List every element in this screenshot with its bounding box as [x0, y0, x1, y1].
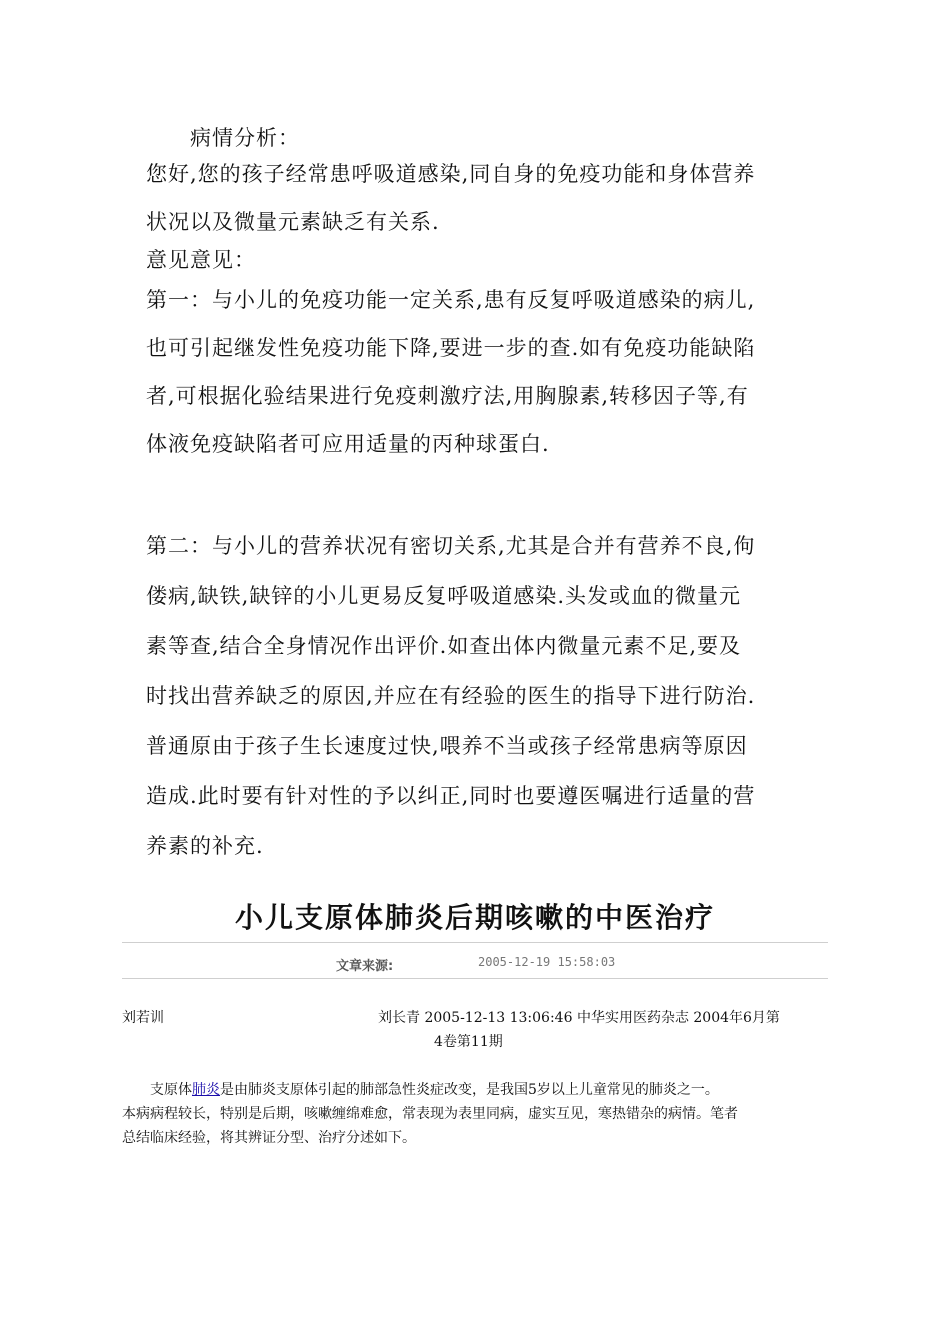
meta-line: 4卷第11期 [434, 1034, 503, 1050]
intro-line [122, 1078, 828, 1102]
article-intro [122, 1078, 828, 1150]
divider [122, 978, 828, 979]
article-author: 刘若训 [122, 1010, 164, 1026]
meta-line: 刘长青 2005-12-13 13:06:46 中华实用医药杂志 2004年6月第 [378, 1010, 780, 1026]
intro-prefix: 支原体 [150, 1082, 192, 1098]
article-meta [378, 1006, 828, 1054]
source-timestamp: 2005-12-19 15:58:03 [478, 955, 616, 969]
body-line: 养素的补充. [146, 834, 264, 858]
heading-advice: 意见意见： [146, 248, 256, 272]
intro-rest: 是由肺炎支原体引起的肺部急性炎症改变，是我国5岁以上儿童常见的肺炎之一。 [220, 1082, 719, 1098]
body-line: 偻病,缺铁,缺锌的小儿更易反复呼吸道感染.头发或血的微量元 [146, 584, 742, 608]
intro-line: 本病病程较长，特别是后期，咳嗽缠绵难愈，常表现为表里同病，虚实互见，寒热错杂的病情。笔者 [122, 1106, 738, 1122]
body-line: 体液免疫缺陷者可应用适量的丙种球蛋白. [146, 432, 550, 456]
heading-analysis: 病情分析： [146, 126, 300, 150]
source-label: 文章来源: [336, 959, 394, 974]
intro-line: 总结临床经验，将其辨证分型、治疗分述如下。 [122, 1130, 416, 1146]
article-title: 小儿支原体肺炎后期咳嗽的中医治疗 [234, 901, 715, 934]
divider [122, 942, 828, 943]
body-line: 第二：与小儿的营养状况有密切关系,尤其是合并有营养不良,佝 [146, 534, 756, 558]
body-line: 您好,您的孩子经常患呼吸道感染,同自身的免疫功能和身体营养 [146, 162, 756, 186]
body-line: 时找出营养缺乏的原因,并应在有经验的医生的指导下进行防治. [146, 684, 756, 708]
body-line: 状况以及微量元素缺乏有关系. [146, 210, 440, 234]
body-line: 造成.此时要有针对性的予以纠正,同时也要遵医嘱进行适量的营 [146, 784, 756, 808]
body-line: 素等查,结合全身情况作出评价.如查出体内微量元素不足,要及 [146, 634, 742, 658]
body-line: 第一：与小儿的免疫功能一定关系,患有反复呼吸道感染的病儿, [146, 288, 756, 312]
body-line: 者,可根据化验结果进行免疫刺激疗法,用胸腺素,转移因子等,有 [146, 384, 749, 408]
pneumonia-link[interactable]: 肺炎 [192, 1082, 220, 1098]
body-line: 普通原由于孩子生长速度过快,喂养不当或孩子经常患病等原因 [146, 734, 748, 758]
body-line: 也可引起继发性免疫功能下降,要进一步的查.如有免疫功能缺陷 [146, 336, 756, 360]
